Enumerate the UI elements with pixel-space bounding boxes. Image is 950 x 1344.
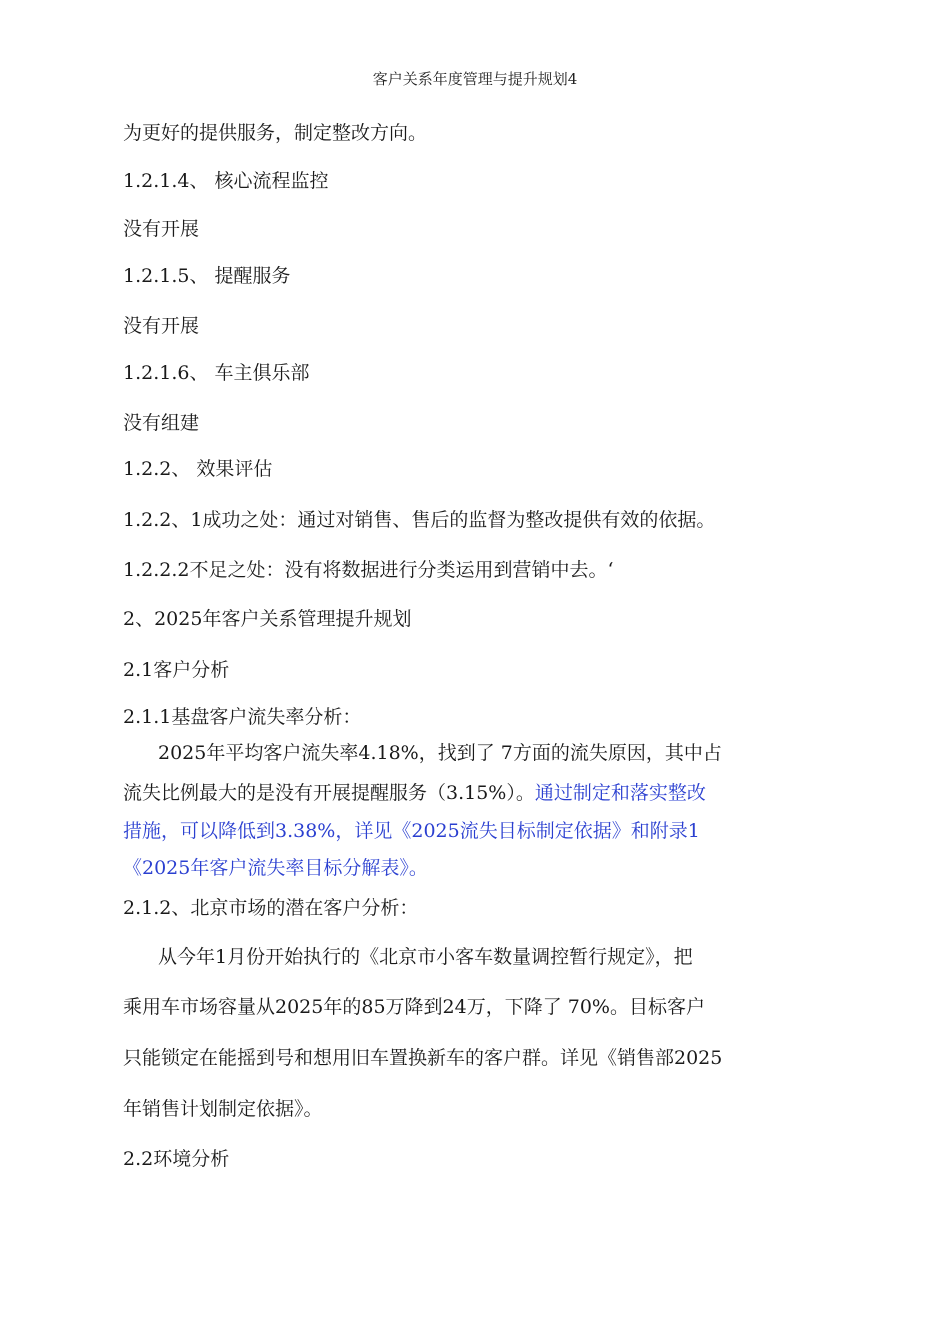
para1-line4: 《2025年客户流失率目标分解表》。 xyxy=(123,857,428,879)
para1-line3: 措施，可以降低到3.38%，详见《2025流失目标制定依据》和附录1 xyxy=(123,820,700,842)
text-line: 没有开展 xyxy=(123,218,200,240)
para1-line2 xyxy=(123,781,706,805)
text-line: 1.2.2、1成功之处：通过对销售、售后的监督为整改提供有效的依据。 xyxy=(123,509,716,531)
heading-21: 2.1客户分析 xyxy=(123,659,230,681)
page-header-title: 客户关系年度管理与提升规划4 xyxy=(372,70,578,88)
heading-1214: 1.2.1.4、 核心流程监控 xyxy=(123,170,329,192)
para1-link-text: 通过制定和落实整改 xyxy=(534,782,706,804)
heading-212: 2.1.2、北京市场的潜在客户分析： xyxy=(123,897,419,919)
text-line: 为更好的提供服务，制定整改方向。 xyxy=(123,122,428,144)
text-line: 没有组建 xyxy=(123,412,200,434)
heading-122: 1.2.2、 效果评估 xyxy=(123,458,273,480)
text-line: 没有开展 xyxy=(123,315,200,337)
para2-line4: 年销售计划制定依据》。 xyxy=(123,1098,323,1120)
para2-line3: 只能锁定在能摇到号和想用旧车置换新车的客户群。详见《销售部2025 xyxy=(123,1047,723,1069)
para2-line1: 从今年1月份开始执行的《北京市小客车数量调控暂行规定》，把 xyxy=(158,946,693,968)
para2-line2: 乘用车市场容量从2025年的85万降到24万，下降了 70%。目标客户 xyxy=(123,996,705,1018)
para1-line1: 2025年平均客户流失率4.18%，找到了 7方面的流失原因，其中占 xyxy=(158,742,722,764)
text-line: 1.2.2.2不足之处：没有将数据进行分类运用到营销中去。‘ xyxy=(123,559,614,581)
heading-1216: 1.2.1.6、 车主俱乐部 xyxy=(123,362,310,384)
heading-1215: 1.2.1.5、 提醒服务 xyxy=(123,265,291,287)
para1-line2-text: 流失比例最大的是没有开展提醒服务（3.15%）。 xyxy=(123,782,535,804)
heading-211: 2.1.1基盘客户流失率分析： xyxy=(123,706,362,728)
heading-2: 2、2025年客户关系管理提升规划 xyxy=(123,608,412,630)
heading-22: 2.2环境分析 xyxy=(123,1148,230,1170)
